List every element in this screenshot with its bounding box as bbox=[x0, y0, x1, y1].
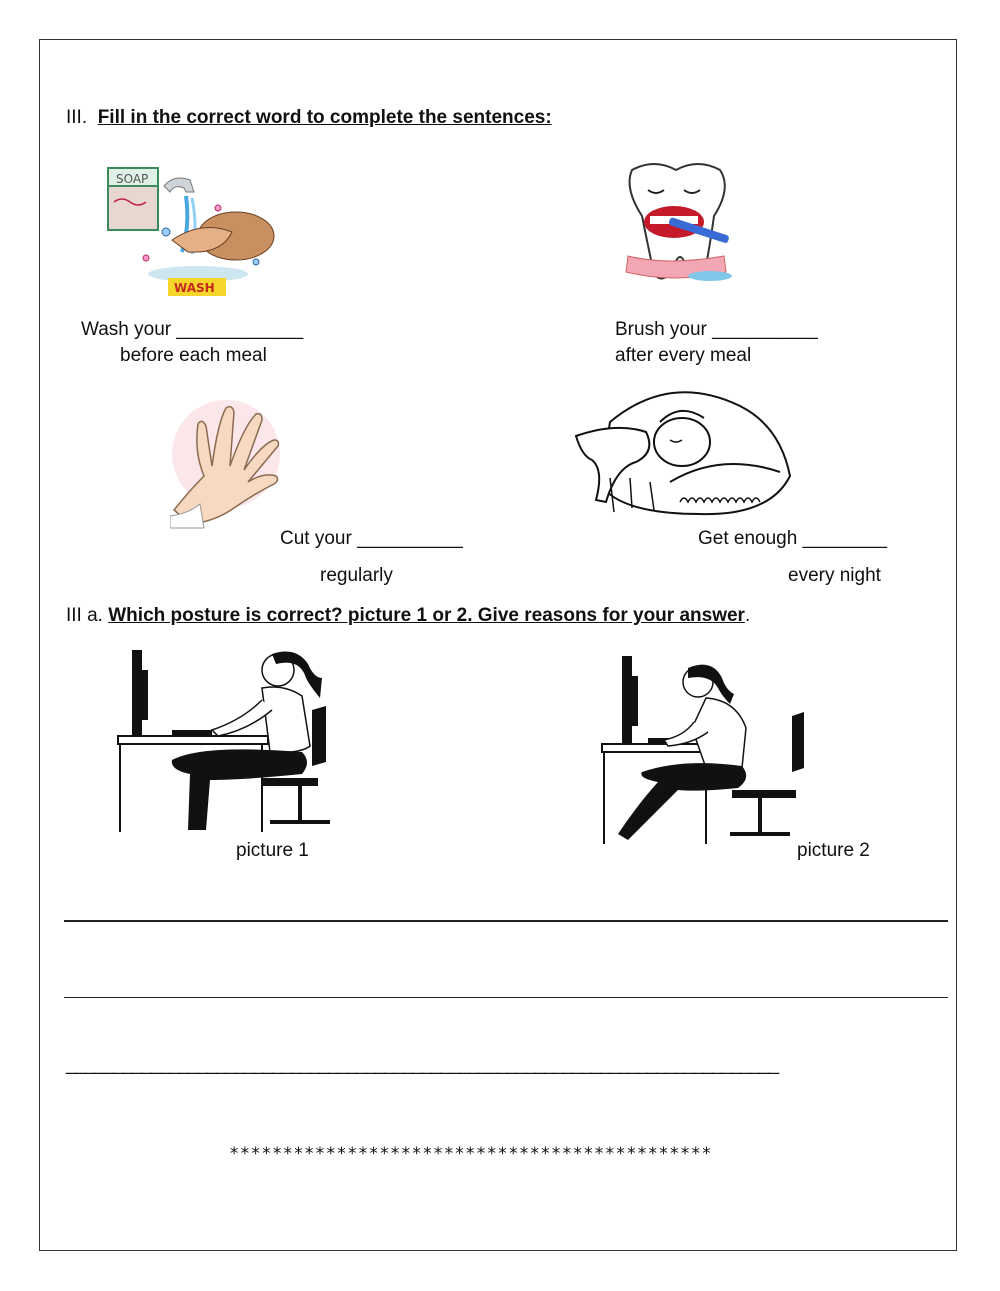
wash-label: WASH bbox=[174, 281, 215, 295]
posture-question-text: Which posture is correct? picture 1 or 2. Give reasons for your answer bbox=[108, 605, 745, 626]
wash-sentence-line1: Wash your ____________ bbox=[81, 319, 304, 340]
brush-sentence-line1: Brush your __________ bbox=[615, 319, 818, 340]
posture-question bbox=[66, 605, 750, 627]
answer-line-2[interactable] bbox=[64, 997, 948, 998]
hand-washing-icon bbox=[106, 162, 286, 300]
section-instruction: Fill in the correct word to complete the sentences: bbox=[97, 107, 552, 128]
sleep-sentence-line1: Get enough ________ bbox=[698, 528, 888, 549]
cut-sentence-line1: Cut your __________ bbox=[280, 528, 463, 549]
end-divider: ********************************************* bbox=[229, 1144, 713, 1164]
correct-posture-illustration bbox=[112, 640, 337, 836]
posture-period: . bbox=[744, 605, 751, 626]
picture-2-caption: picture 2 bbox=[797, 840, 870, 861]
picture-1-caption: picture 1 bbox=[236, 840, 309, 861]
sleeping-child-icon bbox=[570, 382, 796, 518]
answer-line-3[interactable]: ____________________________________________________________________________ bbox=[66, 1054, 778, 1075]
tooth-brushing-icon bbox=[618, 160, 736, 285]
section-numeral: III. bbox=[66, 107, 88, 128]
incorrect-posture-illustration bbox=[596, 652, 811, 848]
hand-nails-icon bbox=[170, 398, 300, 530]
wash-sentence-line2: before each meal bbox=[120, 345, 267, 366]
answer-line-1[interactable] bbox=[64, 920, 948, 922]
cut-sentence-line2: regularly bbox=[320, 565, 393, 586]
soap-label: SOAP bbox=[116, 172, 149, 186]
brush-sentence-line2: after every meal bbox=[615, 345, 752, 366]
section-heading bbox=[66, 107, 552, 129]
sleep-sentence-line2: every night bbox=[788, 565, 881, 586]
posture-prefix: III a. bbox=[66, 605, 103, 626]
